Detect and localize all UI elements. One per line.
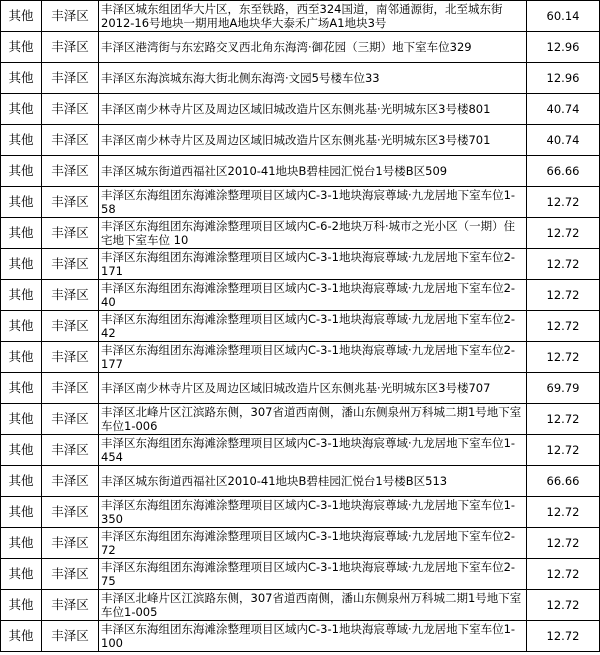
district-cell: 丰泽区	[42, 528, 99, 559]
location-cell: 丰泽区城东街道西福社区2010-41地块B碧桂园汇悦台1号楼B区509	[99, 156, 527, 187]
area-cell: 12.72	[527, 249, 600, 280]
table-row	[1, 156, 600, 187]
type-cell: 其他	[1, 280, 42, 311]
location-cell: 丰泽区南少林寺片区及周边区域旧城改造片区东侧兆基·光明城东区3号楼707	[99, 373, 527, 404]
area-cell: 12.72	[527, 280, 600, 311]
type-cell: 其他	[1, 218, 42, 249]
type-cell: 其他	[1, 187, 42, 218]
table-row	[1, 528, 600, 559]
district-cell: 丰泽区	[42, 590, 99, 621]
table-row	[1, 125, 600, 156]
district-cell: 丰泽区	[42, 280, 99, 311]
location-cell: 丰泽区东海组团东海滩涂整理项目区域内C-3-1地块海宸尊域·九龙居地下室车位2-42	[99, 311, 527, 342]
district-cell: 丰泽区	[42, 404, 99, 435]
type-cell: 其他	[1, 528, 42, 559]
type-cell: 其他	[1, 435, 42, 466]
table-row	[1, 32, 600, 63]
table-row	[1, 280, 600, 311]
table-row	[1, 621, 600, 652]
district-cell: 丰泽区	[42, 435, 99, 466]
area-cell: 12.72	[527, 590, 600, 621]
district-cell: 丰泽区	[42, 218, 99, 249]
type-cell: 其他	[1, 156, 42, 187]
area-cell: 12.96	[527, 32, 600, 63]
table-row	[1, 559, 600, 590]
type-cell: 其他	[1, 63, 42, 94]
table-row	[1, 590, 600, 621]
area-cell: 40.74	[527, 125, 600, 156]
area-cell: 66.66	[527, 156, 600, 187]
area-cell: 12.72	[527, 404, 600, 435]
type-cell: 其他	[1, 590, 42, 621]
district-cell: 丰泽区	[42, 249, 99, 280]
type-cell: 其他	[1, 311, 42, 342]
property-table-body	[1, 1, 600, 652]
table-row	[1, 497, 600, 528]
location-cell: 丰泽区北峰片区江滨路东侧，307省道西南侧，潘山东侧泉州万科城二期1号地下室车位1-005	[99, 590, 527, 621]
type-cell: 其他	[1, 342, 42, 373]
area-cell: 12.96	[527, 63, 600, 94]
district-cell: 丰泽区	[42, 311, 99, 342]
area-cell: 12.72	[527, 311, 600, 342]
district-cell: 丰泽区	[42, 466, 99, 497]
location-cell: 丰泽区港湾街与东宏路交叉西北角东海湾·御花园（三期）地下室车位329	[99, 32, 527, 63]
district-cell: 丰泽区	[42, 373, 99, 404]
type-cell: 其他	[1, 404, 42, 435]
area-cell: 40.74	[527, 94, 600, 125]
location-cell: 丰泽区东海组团东海滩涂整理项目区域内C-3-1地块海宸尊域·九龙居地下室车位1-58	[99, 187, 527, 218]
district-cell: 丰泽区	[42, 1, 99, 32]
location-cell: 丰泽区东海组团东海滩涂整理项目区域内C-6-2地块万科·城市之光小区（一期）住宅地下室车位 10	[99, 218, 527, 249]
district-cell: 丰泽区	[42, 187, 99, 218]
table-row	[1, 218, 600, 249]
location-cell: 丰泽区城东组团华大片区，东至铁路，西至324国道，南邻通源街，北至城东街2012-16号地块一期用地A地块华大泰禾广场A1地块3号	[99, 1, 527, 32]
location-cell: 丰泽区南少林寺片区及周边区域旧城改造片区东侧兆基·光明城东区3号楼801	[99, 94, 527, 125]
location-cell: 丰泽区东海组团东海滩涂整理项目区域内C-3-1地块海宸尊域·九龙居地下室车位2-75	[99, 559, 527, 590]
type-cell: 其他	[1, 373, 42, 404]
type-cell: 其他	[1, 1, 42, 32]
district-cell: 丰泽区	[42, 156, 99, 187]
area-cell: 12.72	[527, 621, 600, 652]
location-cell: 丰泽区东海组团东海滩涂整理项目区域内C-3-1地块海宸尊域·九龙居地下室车位2-177	[99, 342, 527, 373]
district-cell: 丰泽区	[42, 559, 99, 590]
table-row	[1, 466, 600, 497]
location-cell: 丰泽区东海滨城东海大街北侧东海湾·文园5号楼车位33	[99, 63, 527, 94]
area-cell: 12.72	[527, 435, 600, 466]
area-cell: 66.66	[527, 466, 600, 497]
district-cell: 丰泽区	[42, 342, 99, 373]
area-cell: 12.72	[527, 342, 600, 373]
type-cell: 其他	[1, 497, 42, 528]
area-cell: 12.72	[527, 528, 600, 559]
table-row	[1, 373, 600, 404]
table-row	[1, 435, 600, 466]
area-cell: 12.72	[527, 218, 600, 249]
district-cell: 丰泽区	[42, 32, 99, 63]
type-cell: 其他	[1, 466, 42, 497]
district-cell: 丰泽区	[42, 497, 99, 528]
area-cell: 12.72	[527, 497, 600, 528]
location-cell: 丰泽区东海组团东海滩涂整理项目区域内C-3-1地块海宸尊域·九龙居地下室车位2-72	[99, 528, 527, 559]
location-cell: 丰泽区东海组团东海滩涂整理项目区域内C-3-1地块海宸尊域·九龙居地下室车位1-100	[99, 621, 527, 652]
location-cell: 丰泽区东海组团东海滩涂整理项目区域内C-3-1地块海宸尊域·九龙居地下室车位2-171	[99, 249, 527, 280]
area-cell: 12.72	[527, 187, 600, 218]
type-cell: 其他	[1, 32, 42, 63]
area-cell: 69.79	[527, 373, 600, 404]
location-cell: 丰泽区东海组团东海滩涂整理项目区域内C-3-1地块海宸尊域·九龙居地下室车位1-350	[99, 497, 527, 528]
district-cell: 丰泽区	[42, 63, 99, 94]
type-cell: 其他	[1, 621, 42, 652]
district-cell: 丰泽区	[42, 94, 99, 125]
table-row	[1, 1, 600, 32]
location-cell: 丰泽区南少林寺片区及周边区域旧城改造片区东侧兆基·光明城东区3号楼701	[99, 125, 527, 156]
type-cell: 其他	[1, 94, 42, 125]
table-row	[1, 94, 600, 125]
area-cell: 60.14	[527, 1, 600, 32]
location-cell: 丰泽区城东街道西福社区2010-41地块B碧桂园汇悦台1号楼B区513	[99, 466, 527, 497]
district-cell: 丰泽区	[42, 125, 99, 156]
type-cell: 其他	[1, 559, 42, 590]
location-cell: 丰泽区东海组团东海滩涂整理项目区域内C-3-1地块海宸尊域·九龙居地下室车位2-40	[99, 280, 527, 311]
table-row	[1, 342, 600, 373]
type-cell: 其他	[1, 249, 42, 280]
table-row	[1, 311, 600, 342]
table-row	[1, 187, 600, 218]
table-row	[1, 404, 600, 435]
area-cell: 12.72	[527, 559, 600, 590]
table-row	[1, 63, 600, 94]
location-cell: 丰泽区北峰片区江滨路东侧，307省道西南侧，潘山东侧泉州万科城二期1号地下室车位1-006	[99, 404, 527, 435]
table-row	[1, 249, 600, 280]
type-cell: 其他	[1, 125, 42, 156]
location-cell: 丰泽区东海组团东海滩涂整理项目区域内C-3-1地块海宸尊域·九龙居地下室车位1-454	[99, 435, 527, 466]
district-cell: 丰泽区	[42, 621, 99, 652]
